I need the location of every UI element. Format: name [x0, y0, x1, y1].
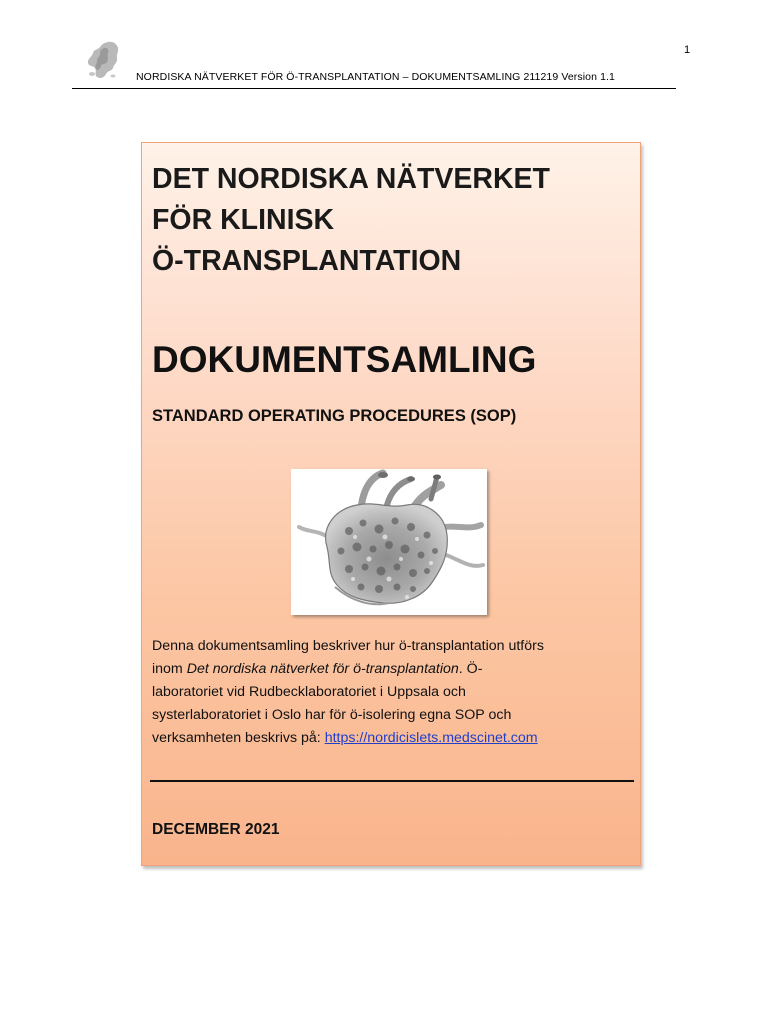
pancreatic-islet-illustration-icon — [291, 469, 487, 615]
cover-title-line: Ö-TRANSPLANTATION — [152, 245, 462, 277]
cover-box — [141, 142, 641, 866]
running-header: NORDISKA NÄTVERKET FÖR Ö-TRANSPLANTATION – DOKUMENTSAMLING 211219 Version 1.1 — [136, 71, 615, 83]
document-title: DOKUMENTSAMLING — [152, 339, 537, 380]
cover-title-line: DET NORDISKA NÄTVERKET — [152, 163, 550, 195]
description-text: . Ö- — [458, 661, 483, 677]
description-text: verksamheten beskrivs på: — [152, 730, 325, 746]
cover-divider — [150, 780, 634, 782]
description-paragraph — [152, 635, 630, 750]
description-line: Denna dokumentsamling beskriver hur ö-transplantation utförs — [152, 638, 544, 654]
website-link[interactable]: https://nordicislets.medscinet.com — [324, 730, 538, 746]
description-line — [152, 658, 630, 681]
document-subtitle: STANDARD OPERATING PROCEDURES (SOP) — [152, 407, 517, 425]
description-line: systerlaboratoriet i Oslo har för ö-isolering egna SOP och — [152, 707, 512, 723]
description-line: laboratoriet vid Rudbecklaboratoriet i Uppsala och — [152, 684, 466, 700]
cover-title — [152, 159, 622, 282]
network-name: Det nordiska nätverket för ö-transplantation — [186, 661, 459, 677]
description-text: inom — [152, 661, 187, 677]
publication-date: DECEMBER 2021 — [152, 821, 280, 838]
header-divider — [72, 88, 676, 89]
description-line — [152, 727, 630, 750]
cover-title-line: FÖR KLINISK — [152, 204, 335, 236]
nordic-map-logo-icon — [80, 38, 128, 86]
islet-figure — [291, 469, 487, 615]
page-number: 1 — [684, 44, 691, 56]
